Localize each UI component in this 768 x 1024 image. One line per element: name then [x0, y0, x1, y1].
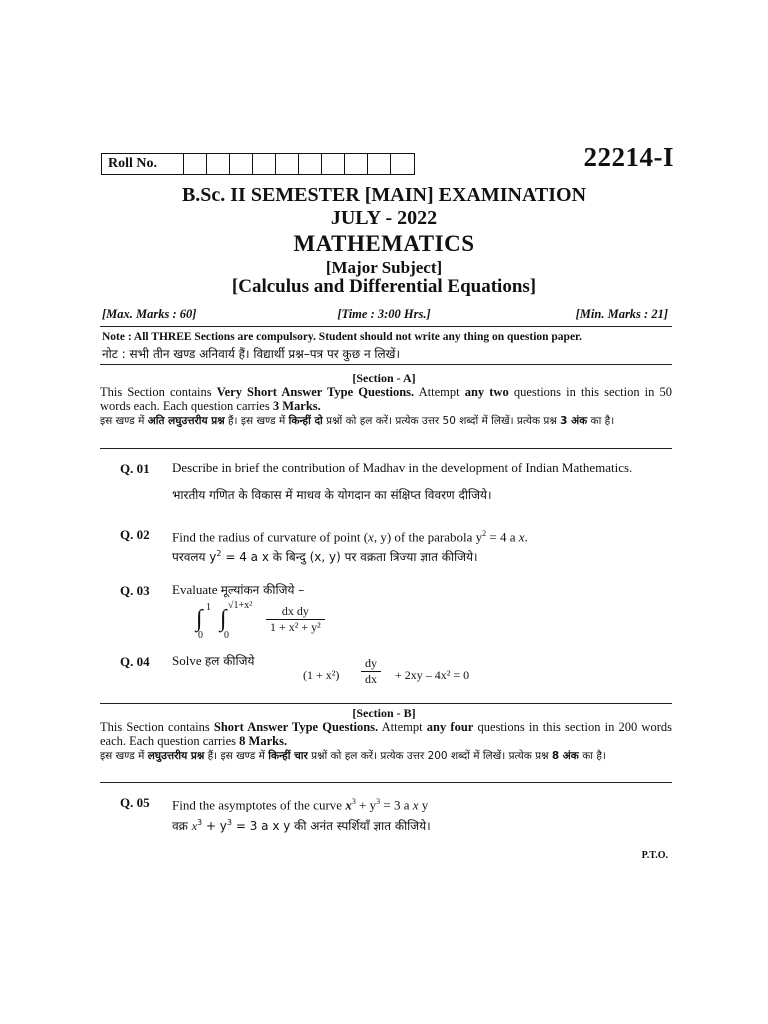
dy: dy: [361, 656, 381, 672]
roll-number-cell[interactable]: [253, 154, 276, 174]
integrand-numerator: dx dy: [266, 604, 325, 620]
section-a-instructions-hi: इस खण्ड में अति लघुउत्तरीय प्रश्न हैं। इस खण्ड में किन्हीं दो प्रश्नों को हल करें। प्रत्येक उत्तर 50 शब्दों में लिखें। प्रत्येक प्रश्न 3 अंक का है।: [100, 415, 615, 427]
question-number: Q. 01: [120, 461, 150, 476]
divider: [100, 448, 672, 449]
paper-title: [Calculus and Differential Equations]: [231, 276, 537, 297]
inner-lower-limit: 0: [224, 630, 229, 641]
subject-type: [Major Subject]: [325, 258, 443, 277]
roll-number-cell[interactable]: [322, 154, 345, 174]
max-marks: [Max. Marks : 60]: [102, 307, 197, 321]
outer-lower-limit: 0: [198, 630, 203, 641]
roll-number-cell[interactable]: [184, 154, 207, 174]
integrand-denominator: 1 + x² + y²: [270, 620, 321, 634]
differential-equation: [303, 656, 543, 696]
question-number: Q. 03: [120, 583, 150, 598]
section-a-title: [Section - A]: [352, 371, 416, 385]
exam-time: [Time : 3:00 Hrs.]: [337, 307, 431, 321]
exam-date: JULY - 2022: [330, 207, 438, 229]
note-english: Note : All THREE Sections are compulsory. Student should not write any thing on question paper.: [102, 331, 582, 343]
divider: [100, 703, 672, 704]
roll-number-box: [101, 153, 415, 175]
divider: [100, 326, 672, 327]
question-3-text: Evaluate मूल्यांकन कीजिये –: [172, 582, 305, 597]
section-a-instructions-en: This Section contains Very Short Answer Type Questions. Attempt any two questions in this section in 50 words each. Each question carries 3 Marks.: [100, 385, 673, 413]
question-number: Q. 02: [120, 527, 150, 542]
section-b-instructions-en: This Section contains Short Answer Type Questions. Attempt any four questions in this section in 200 words each. Each question carries 8 Marks.: [100, 720, 672, 748]
paper-code: 22214-I: [583, 142, 674, 172]
divider: [100, 364, 672, 365]
dx: dx: [365, 672, 377, 686]
double-integral: [192, 600, 372, 644]
roll-number-label: Roll No.: [102, 154, 184, 174]
roll-number-cell[interactable]: [299, 154, 322, 174]
roll-number-cell[interactable]: [207, 154, 230, 174]
dy-dx-fraction: [361, 656, 381, 687]
section-b-instructions-hi: इस खण्ड में लघुउत्तरीय प्रश्न हैं। इस खण्ड में किन्हीं चार प्रश्नों को हल करें। प्रत्येक उत्तर 200 शब्दों में लिखें। प्रत्येक प्रश्न 8 अंक का है।: [100, 750, 606, 762]
question-2-text-hi: परवलय $y^2 = 4$ a x के बिन्दु (x, y) पर वक्रता त्रिज्या ज्ञात कीजिये।: [172, 549, 478, 564]
question-1-text-hi: भारतीय गणित के विकास में माधव के योगदान का संक्षिप्त विवरण दीजिये।: [172, 488, 492, 502]
roll-number-cell[interactable]: [276, 154, 299, 174]
question-4-text: Solve हल कीजिये: [172, 653, 255, 668]
roll-number-cell[interactable]: [345, 154, 368, 174]
roll-number-cell[interactable]: [230, 154, 253, 174]
note-hindi: नोट : सभी तीन खण्ड अनिवार्य हैं। विद्यार्थी प्रश्न–पत्र पर कुछ न लिखें।: [102, 347, 401, 361]
question-number: Q. 04: [120, 654, 150, 669]
subject-title: MATHEMATICS: [293, 231, 475, 256]
exam-title: B.Sc. II SEMESTER [MAIN] EXAMINATION: [181, 184, 587, 206]
question-5-text-en: Find the asymptotes of the curve $x^3 + y^3 = 3$ a x y: [172, 797, 429, 813]
question-number: Q. 05: [120, 795, 150, 810]
question-5-text-hi: वक्र $x^3 + y^3 = 3$ a x y की अनंत स्पर्शियाँ ज्ञात कीजिये।: [172, 818, 431, 833]
inner-upper-limit: √1+x²: [228, 600, 253, 611]
section-b-title: [Section - B]: [352, 706, 416, 720]
equation-rhs: + 2xy – 4x² = 0: [395, 668, 470, 682]
roll-number-cell[interactable]: [368, 154, 391, 174]
integrand-fraction: [266, 604, 325, 635]
integral-sign-outer: ∫: [196, 606, 203, 632]
outer-upper-limit: 1: [206, 602, 211, 613]
pto-label: P.T.O.: [641, 850, 668, 861]
question-2-text-en: Find the radius of curvature of point (x, y) of the parabola $y^2 = 4$ a x.: [172, 529, 528, 545]
roll-number-cell[interactable]: [391, 154, 414, 174]
question-1-text-en: Describe in brief the contribution of Madhav in the development of Indian Mathematics.: [172, 460, 633, 475]
min-marks: [Min. Marks : 21]: [575, 307, 668, 321]
equation-lhs: (1 + x²): [303, 668, 340, 682]
integral-sign-inner: ∫: [220, 606, 227, 632]
divider: [100, 782, 672, 783]
